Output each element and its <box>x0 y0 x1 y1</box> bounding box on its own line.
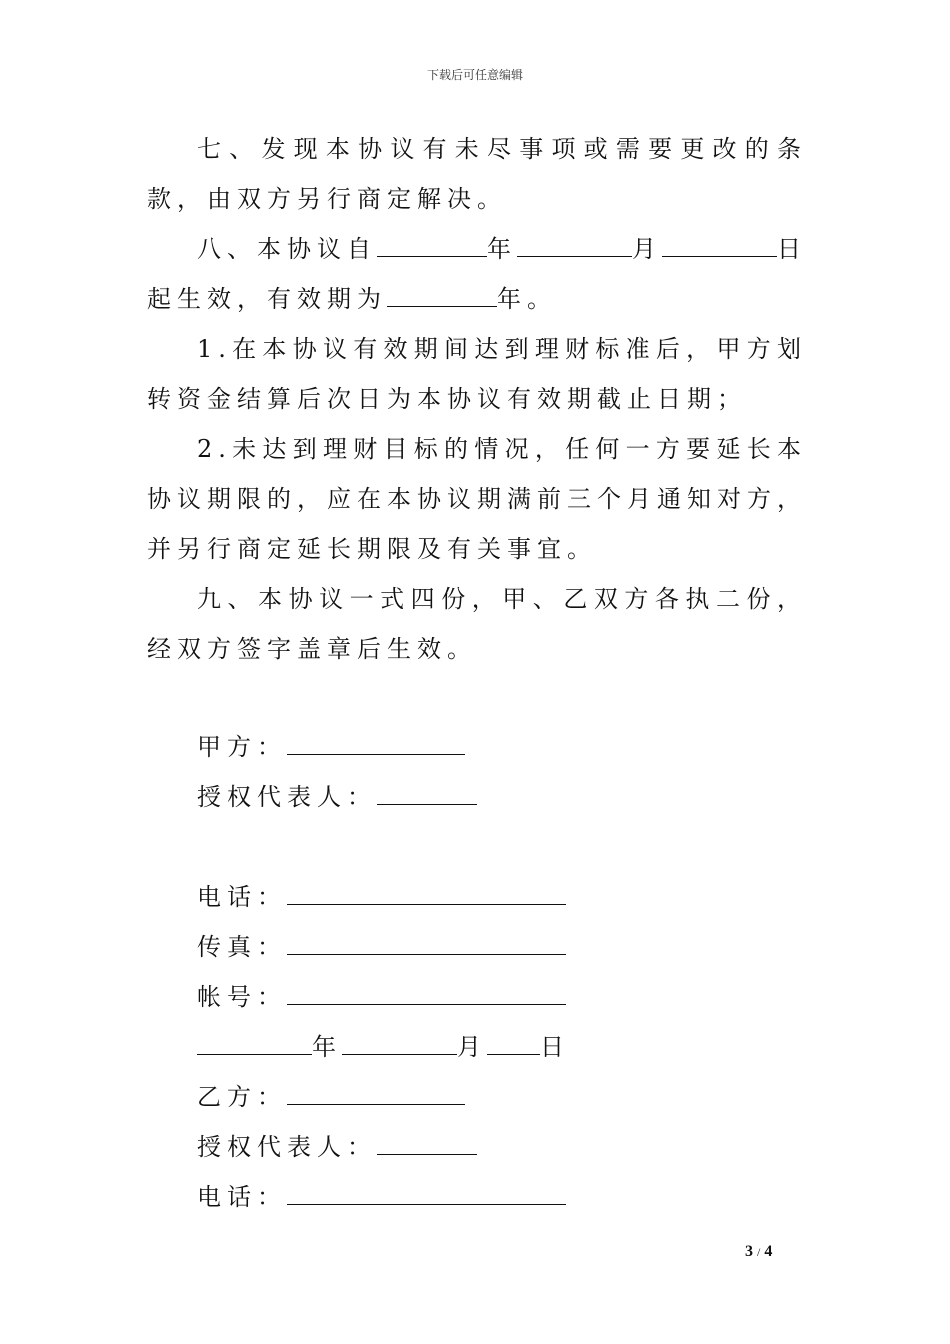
phone-b-line <box>197 1172 566 1222</box>
clause-9: 九、本协议一式四份，甲、乙双方各执二份，经双方签字盖章后生效。 <box>147 585 807 663</box>
phone-a-line <box>197 872 566 922</box>
party-b-line <box>197 1072 465 1122</box>
clause-8-2: 2.未达到理财目标的情况，任何一方要延长本协议期限的，应在本协议期满前三个月通知对方，并另行商定延长期限及有关事宜。 <box>147 435 807 563</box>
page-current: 3 <box>745 1243 753 1260</box>
party-b-label: 乙方： <box>197 1083 287 1111</box>
account-label: 帐号： <box>197 983 287 1011</box>
date-line <box>197 1022 570 1072</box>
date-year-label: 年 <box>312 1033 342 1061</box>
fax-line <box>197 922 566 972</box>
rep-a-line <box>197 772 477 822</box>
clause-8 <box>147 224 807 324</box>
rep-a-field[interactable] <box>377 782 477 805</box>
clause-8-text-c: 月 <box>632 235 662 263</box>
account-field[interactable] <box>287 982 566 1005</box>
clause-8-1: 1.在本协议有效期间达到理财标准后，甲方划转资金结算后次日为本协议有效期截止日期； <box>147 335 807 413</box>
clause-8-text-b: 年 <box>487 235 517 263</box>
page-number <box>745 1243 772 1261</box>
page-header: 下载后可任意编辑 <box>426 68 523 82</box>
year-blank[interactable] <box>377 236 487 257</box>
month-blank[interactable] <box>517 236 632 257</box>
rep-b-label: 授权代表人： <box>197 1133 377 1161</box>
page-separator: / <box>757 1245 761 1259</box>
date-year-field[interactable] <box>197 1032 312 1055</box>
fax-field[interactable] <box>287 932 566 955</box>
fax-label: 传真： <box>197 933 287 961</box>
rep-a-label: 授权代表人： <box>197 783 377 811</box>
term-blank[interactable] <box>387 286 497 307</box>
page-total: 4 <box>764 1243 773 1260</box>
phone-a-field[interactable] <box>287 882 566 905</box>
date-month-field[interactable] <box>342 1032 457 1055</box>
account-line <box>197 972 566 1022</box>
party-a-label: 甲方： <box>197 733 287 761</box>
rep-b-line <box>197 1122 477 1172</box>
clause-7: 七、发现本协议有未尽事项或需要更改的条款，由双方另行商定解决。 <box>147 135 807 213</box>
phone-b-label: 电话： <box>197 1183 287 1211</box>
phone-b-field[interactable] <box>287 1182 566 1205</box>
day-blank[interactable] <box>662 236 777 257</box>
clause-8-text-d: 日起生效，有效期为 <box>147 235 807 313</box>
date-day-label: 日 <box>540 1033 570 1061</box>
clause-8-text-a: 八、本协议自 <box>197 235 377 263</box>
phone-a-label: 电话： <box>197 883 287 911</box>
date-day-field[interactable] <box>487 1032 540 1055</box>
party-b-field[interactable] <box>287 1082 465 1105</box>
rep-b-field[interactable] <box>377 1132 477 1155</box>
document-body <box>147 124 807 674</box>
clause-8-text-e: 年。 <box>497 285 557 313</box>
party-a-field[interactable] <box>287 732 465 755</box>
date-month-label: 月 <box>457 1033 487 1061</box>
party-a-line <box>197 722 465 772</box>
